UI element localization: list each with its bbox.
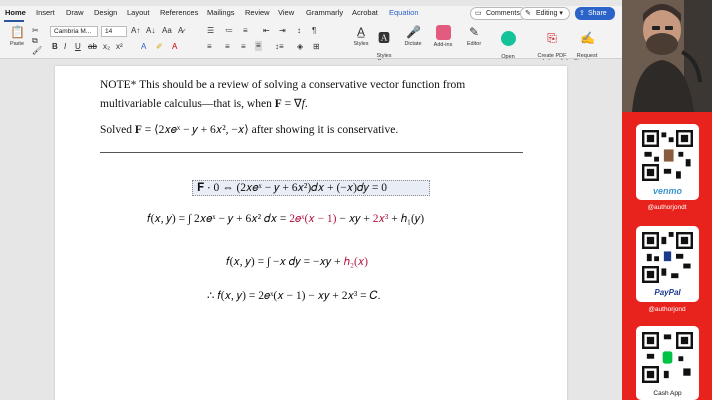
create-pdf-label: Create PDF bbox=[537, 53, 567, 59]
font-name-value: Cambria M... bbox=[54, 28, 92, 35]
editing-label: Editing bbox=[536, 10, 558, 17]
cashapp-card[interactable] bbox=[636, 326, 699, 400]
highlight-icon[interactable]: ✐ bbox=[156, 42, 163, 51]
stream-sidebar bbox=[622, 0, 712, 400]
decrease-indent-icon[interactable]: ⇤ bbox=[263, 26, 270, 35]
tab-home[interactable]: Home bbox=[5, 8, 26, 17]
create-pdf-button[interactable] bbox=[533, 25, 571, 65]
pencil-icon: ✎ bbox=[525, 10, 531, 17]
add-ins-label: Add-ins bbox=[433, 42, 453, 48]
strikethrough-icon[interactable]: ab bbox=[88, 42, 97, 51]
clipboard-icon: 📋 bbox=[10, 25, 25, 39]
italic-icon[interactable]: I bbox=[64, 42, 67, 51]
subscript-icon[interactable]: x₂ bbox=[103, 42, 111, 51]
change-case-icon[interactable]: Aa bbox=[162, 26, 172, 35]
tab-grammarly[interactable]: Grammarly bbox=[306, 8, 344, 17]
document-area[interactable] bbox=[0, 60, 622, 400]
equation-exact-differential[interactable]: 𝐅 ⋅ 0 ⇔ (2𝑥𝑒ˣ − 𝑦 + 6𝑥²)𝑑𝑥 + (−𝑥)𝑑𝑦 = 0 bbox=[197, 182, 387, 194]
vector-F: F bbox=[274, 98, 282, 110]
styles-pane-button[interactable] bbox=[373, 25, 395, 65]
pdf-icon: ⎘ bbox=[547, 31, 557, 45]
text-effects-icon[interactable]: A bbox=[141, 42, 147, 51]
scalar-f: f bbox=[301, 98, 305, 110]
request-signatures-label: Request bbox=[576, 53, 598, 59]
solved-vector-F: F bbox=[134, 124, 142, 136]
paypal-card[interactable] bbox=[636, 226, 699, 302]
paste-label: Paste bbox=[9, 41, 25, 47]
bullets-icon[interactable]: ☰ bbox=[207, 26, 215, 35]
horizontal-rule bbox=[100, 152, 523, 153]
share-label: Share bbox=[588, 10, 607, 17]
numbering-icon[interactable]: ≔ bbox=[225, 26, 233, 35]
add-ins-button[interactable] bbox=[431, 25, 455, 48]
note-line-2-end: . bbox=[304, 98, 308, 110]
align-right-icon[interactable]: ≡ bbox=[241, 42, 246, 51]
solved-rest: = ⟨2𝑥𝑒ˣ − 𝑦 + 6𝑥², −𝑥⟩ after showing it is conservative. bbox=[141, 124, 399, 136]
editing-button[interactable] bbox=[520, 7, 570, 20]
tab-design[interactable]: Design bbox=[94, 8, 118, 17]
dictate-button[interactable] bbox=[401, 25, 425, 47]
align-left-icon[interactable]: ≡ bbox=[207, 42, 212, 51]
comment-icon: ▭ bbox=[475, 10, 482, 17]
dictate-label: Dictate bbox=[404, 41, 422, 47]
eq2-mid: − 𝑥𝑦 + bbox=[336, 213, 373, 225]
signature-icon: ✍ bbox=[580, 31, 595, 45]
note-line-2 bbox=[100, 96, 308, 110]
share-icon: ⇪ bbox=[579, 10, 585, 17]
ribbon-tab-bar bbox=[0, 6, 622, 22]
solved-prefix: Solved bbox=[100, 124, 135, 136]
tab-references[interactable]: References bbox=[160, 8, 199, 17]
font-name-select[interactable] bbox=[50, 26, 98, 37]
tab-layout[interactable]: Layout bbox=[127, 8, 150, 17]
paypal-qr-icon bbox=[642, 232, 693, 283]
cashapp-logo: Cash App bbox=[653, 390, 682, 397]
line-spacing-icon[interactable]: ↕≡ bbox=[275, 42, 284, 51]
eq2-red-2: 2𝑥³ bbox=[372, 213, 389, 225]
copy-icon[interactable]: ⧉ bbox=[32, 36, 38, 45]
eq2-black: 𝑓(𝑥, 𝑦) = ∫ 2𝑥𝑒ˣ − 𝑦 + 6𝑥² 𝑑𝑥 = bbox=[147, 213, 290, 225]
editor-icon: ✎ bbox=[468, 25, 480, 39]
tab-equation[interactable]: Equation bbox=[389, 8, 419, 17]
paste-button[interactable] bbox=[6, 25, 28, 47]
venmo-handle: @authorjondt bbox=[647, 204, 687, 211]
cut-icon[interactable]: ✂ bbox=[32, 26, 39, 35]
multilevel-list-icon[interactable]: ≡ bbox=[243, 26, 248, 35]
note-line-2-prefix: multivariable calculus—that is, when bbox=[100, 98, 275, 110]
bold-icon[interactable]: B bbox=[52, 42, 58, 51]
editor-button[interactable] bbox=[462, 25, 486, 47]
equation-integrate-dx[interactable] bbox=[147, 213, 424, 226]
font-size-value: 14 bbox=[105, 28, 113, 35]
request-signatures-button[interactable] bbox=[572, 25, 602, 65]
venmo-card[interactable] bbox=[636, 124, 699, 200]
clear-format-icon[interactable]: A̷ bbox=[178, 26, 184, 35]
presenter-silhouette bbox=[622, 0, 712, 112]
borders-icon[interactable]: ⊞ bbox=[313, 42, 320, 51]
microphone-icon: 🎤 bbox=[406, 25, 421, 39]
pilcrow-icon[interactable]: ¶ bbox=[312, 26, 317, 35]
superscript-icon[interactable]: x² bbox=[116, 42, 123, 51]
align-center-icon[interactable]: ≡ bbox=[225, 42, 230, 51]
tab-mailings[interactable]: Mailings bbox=[207, 8, 235, 17]
paypal-logo: PayPal bbox=[654, 288, 681, 297]
tab-insert[interactable]: Insert bbox=[36, 8, 55, 17]
solved-line bbox=[100, 122, 398, 137]
document-page[interactable] bbox=[55, 66, 567, 400]
tab-acrobat[interactable]: Acrobat bbox=[352, 8, 378, 17]
eq2-end: + ℎ₁(𝑦) bbox=[388, 213, 425, 225]
note-line-1: NOTE* This should be a review of solving a conservative vector function from bbox=[100, 79, 466, 91]
add-ins-icon bbox=[436, 25, 451, 40]
venmo-qr-icon bbox=[642, 130, 693, 181]
share-button[interactable] bbox=[575, 7, 615, 20]
donation-panel bbox=[622, 112, 712, 400]
grammarly-icon bbox=[501, 31, 516, 46]
styles-label: Styles bbox=[353, 41, 369, 47]
eq2-red-1: 2𝑒ˣ(𝑥 − 1) bbox=[289, 213, 337, 225]
comments-button[interactable] bbox=[470, 7, 527, 20]
note-line-2-mid: = ∇ bbox=[281, 98, 302, 110]
paypal-handle: @authorjond bbox=[648, 306, 686, 313]
font-size-select[interactable] bbox=[101, 26, 127, 37]
eq3-black: 𝑓(𝑥, 𝑦) = ∫ −𝑥 𝑑𝑦 = −𝑥𝑦 + bbox=[226, 256, 344, 268]
chevron-down-icon: ▾ bbox=[559, 10, 563, 17]
justify-icon[interactable]: ≡ bbox=[256, 41, 261, 50]
sort-icon[interactable]: ↕ bbox=[297, 26, 301, 35]
eq3-red: ℎ₂(𝑥) bbox=[343, 256, 369, 268]
cashapp-qr-icon bbox=[642, 332, 693, 383]
styles-pane-icon: 🅰 bbox=[377, 31, 390, 45]
styles-button[interactable] bbox=[350, 25, 372, 47]
ribbon-toolbar bbox=[0, 22, 622, 59]
open-grammarly-label: Open bbox=[501, 54, 515, 60]
webcam-feed bbox=[622, 0, 712, 112]
increase-indent-icon[interactable]: ⇥ bbox=[279, 26, 286, 35]
venmo-logo: venmo bbox=[652, 186, 682, 196]
grow-font-icon[interactable]: A↑ bbox=[131, 26, 141, 35]
equation-final-solution[interactable]: ∴ 𝑓(𝑥, 𝑦) = 2𝑒ˣ(𝑥 − 1) − 𝑥𝑦 + 2𝑥³ = 𝐶. bbox=[207, 290, 381, 302]
shading-icon[interactable]: ◈ bbox=[297, 42, 304, 51]
font-color-icon[interactable]: A bbox=[172, 42, 178, 51]
shrink-font-icon[interactable]: A↓ bbox=[146, 26, 156, 35]
tab-view[interactable]: View bbox=[278, 8, 295, 17]
comments-label: Comments bbox=[486, 10, 520, 17]
equation-integrate-dy[interactable] bbox=[226, 256, 368, 269]
styles-icon: A̲ bbox=[356, 25, 365, 39]
tab-review[interactable]: Review bbox=[245, 8, 270, 17]
tab-draw[interactable]: Draw bbox=[66, 8, 84, 17]
styles-pane-label: Styles bbox=[376, 53, 392, 59]
editor-label: Editor bbox=[466, 41, 482, 47]
underline-icon[interactable]: U bbox=[75, 42, 81, 51]
format-painter-icon[interactable]: 🖌 bbox=[32, 46, 43, 55]
